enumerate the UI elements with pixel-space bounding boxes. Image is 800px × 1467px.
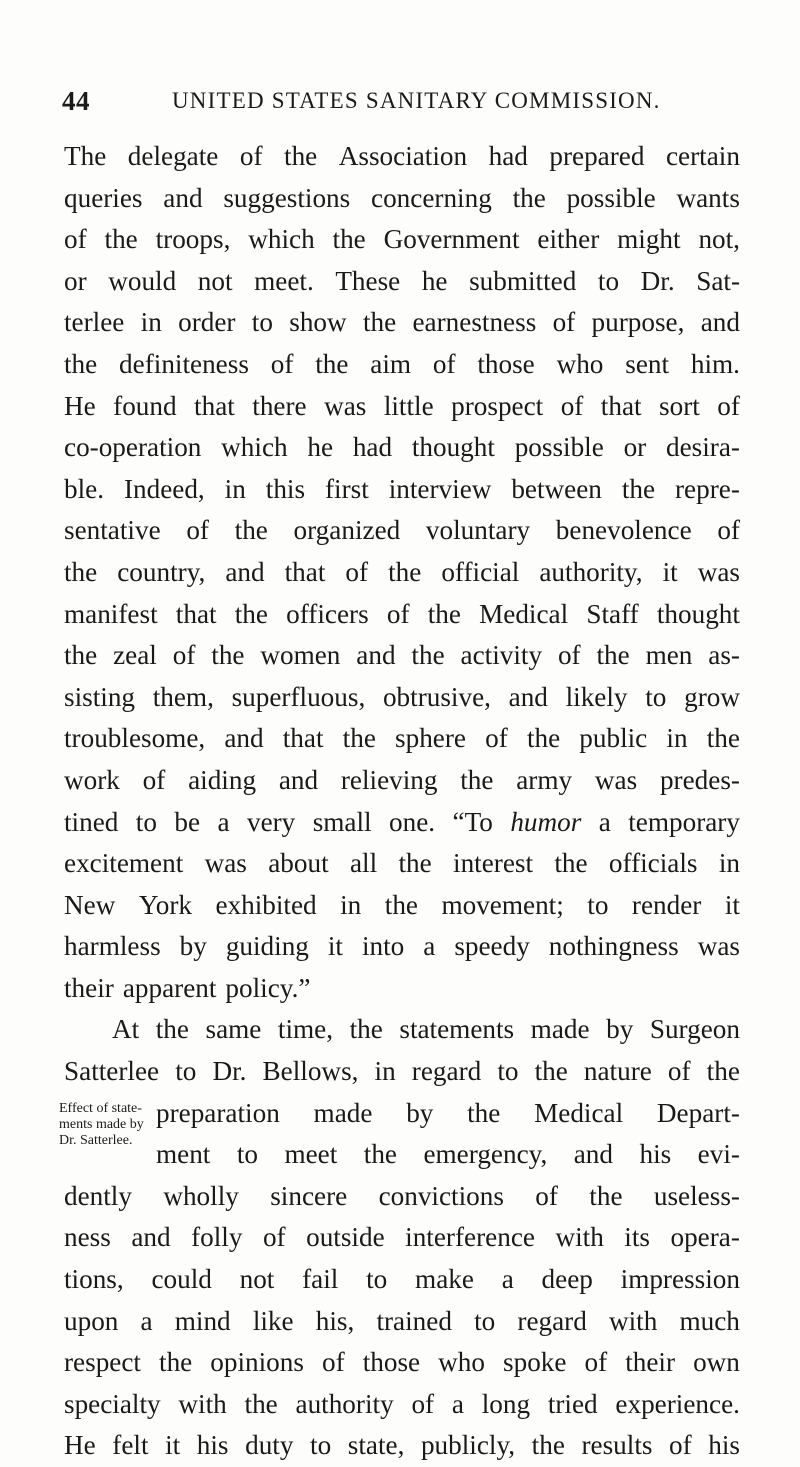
margin-note-line: Effect of state-: [59, 1100, 142, 1116]
text-line: the country, and that of the official authority, it was: [64, 556, 740, 587]
page-header: [62, 86, 742, 126]
page-number: 44: [62, 86, 90, 116]
text-line: sisting them, superfluous, obtrusive, and likely to grow: [64, 681, 740, 712]
text-line: tined to be a very small one. “To humor a temporary: [64, 806, 740, 837]
text-line: At the same time, the statements made by Surgeon: [112, 1014, 740, 1045]
text-line: of the troops, which the Government either might not,: [64, 224, 740, 255]
body-text: [59, 136, 740, 1467]
text-line: manifest that the officers of the Medical Staff thought: [64, 598, 740, 629]
text-line: terlee in order to show the earnestness of purpose, and: [64, 307, 740, 338]
text-line: harmless by guiding it into a speedy nothingness was: [64, 931, 740, 962]
annotated-lines: [59, 1093, 740, 1176]
text-line: ment to meet the emergency, and his evi-: [156, 1139, 740, 1170]
text-line: New York exhibited in the movement; to render it: [64, 889, 740, 920]
text-line: He found that there was little prospect of that sort of: [64, 390, 740, 421]
text-line: sentative of the organized voluntary benevolence of: [64, 515, 740, 546]
text-line: excitement was about all the interest the officials in: [64, 848, 740, 879]
text-line: ble. Indeed, in this first interview between the repre-: [64, 473, 740, 504]
text-line: respect the opinions of those who spoke of their own: [64, 1347, 740, 1378]
text-line: the definiteness of the aim of those who sent him.: [64, 348, 740, 379]
text-line: queries and suggestions concerning the possible wants: [64, 182, 740, 213]
text-line: troublesome, and that the sphere of the public in the: [64, 723, 740, 754]
text-line: ness and folly of outside interference with its opera-: [64, 1222, 740, 1253]
text-line: dently wholly sincere convictions of the useless-: [64, 1180, 740, 1211]
text-line: preparation made by the Medical Depart-: [156, 1097, 740, 1128]
text-line: The delegate of the Association had prepared certain: [64, 141, 740, 171]
text-line: upon a mind like his, trained to regard with much: [64, 1305, 740, 1336]
running-head: UNITED STATES SANITARY COMMISSION.: [172, 88, 661, 113]
text-line: work of aiding and relieving the army was predes-: [64, 764, 740, 795]
text-line: or would not meet. These he submitted to Dr. Sat-: [64, 265, 740, 296]
margin-note-line: Dr. Satterlee.: [59, 1132, 133, 1148]
text-line: co-operation which he had thought possible or desira-: [64, 432, 740, 463]
margin-note-line: ments made by: [59, 1116, 144, 1132]
text-line: Satterlee to Dr. Bellows, in regard to the nature of the: [64, 1056, 740, 1087]
text-line: He felt it his duty to state, publicly, the results of his: [64, 1430, 740, 1461]
text-line: their apparent policy.”: [64, 972, 311, 1003]
margin-note: [59, 1101, 144, 1149]
text-line: tions, could not fail to make a deep impression: [64, 1264, 740, 1295]
text-line: specialty with the authority of a long tried experience.: [64, 1388, 740, 1419]
text-line: the zeal of the women and the activity of the men as-: [64, 640, 740, 671]
